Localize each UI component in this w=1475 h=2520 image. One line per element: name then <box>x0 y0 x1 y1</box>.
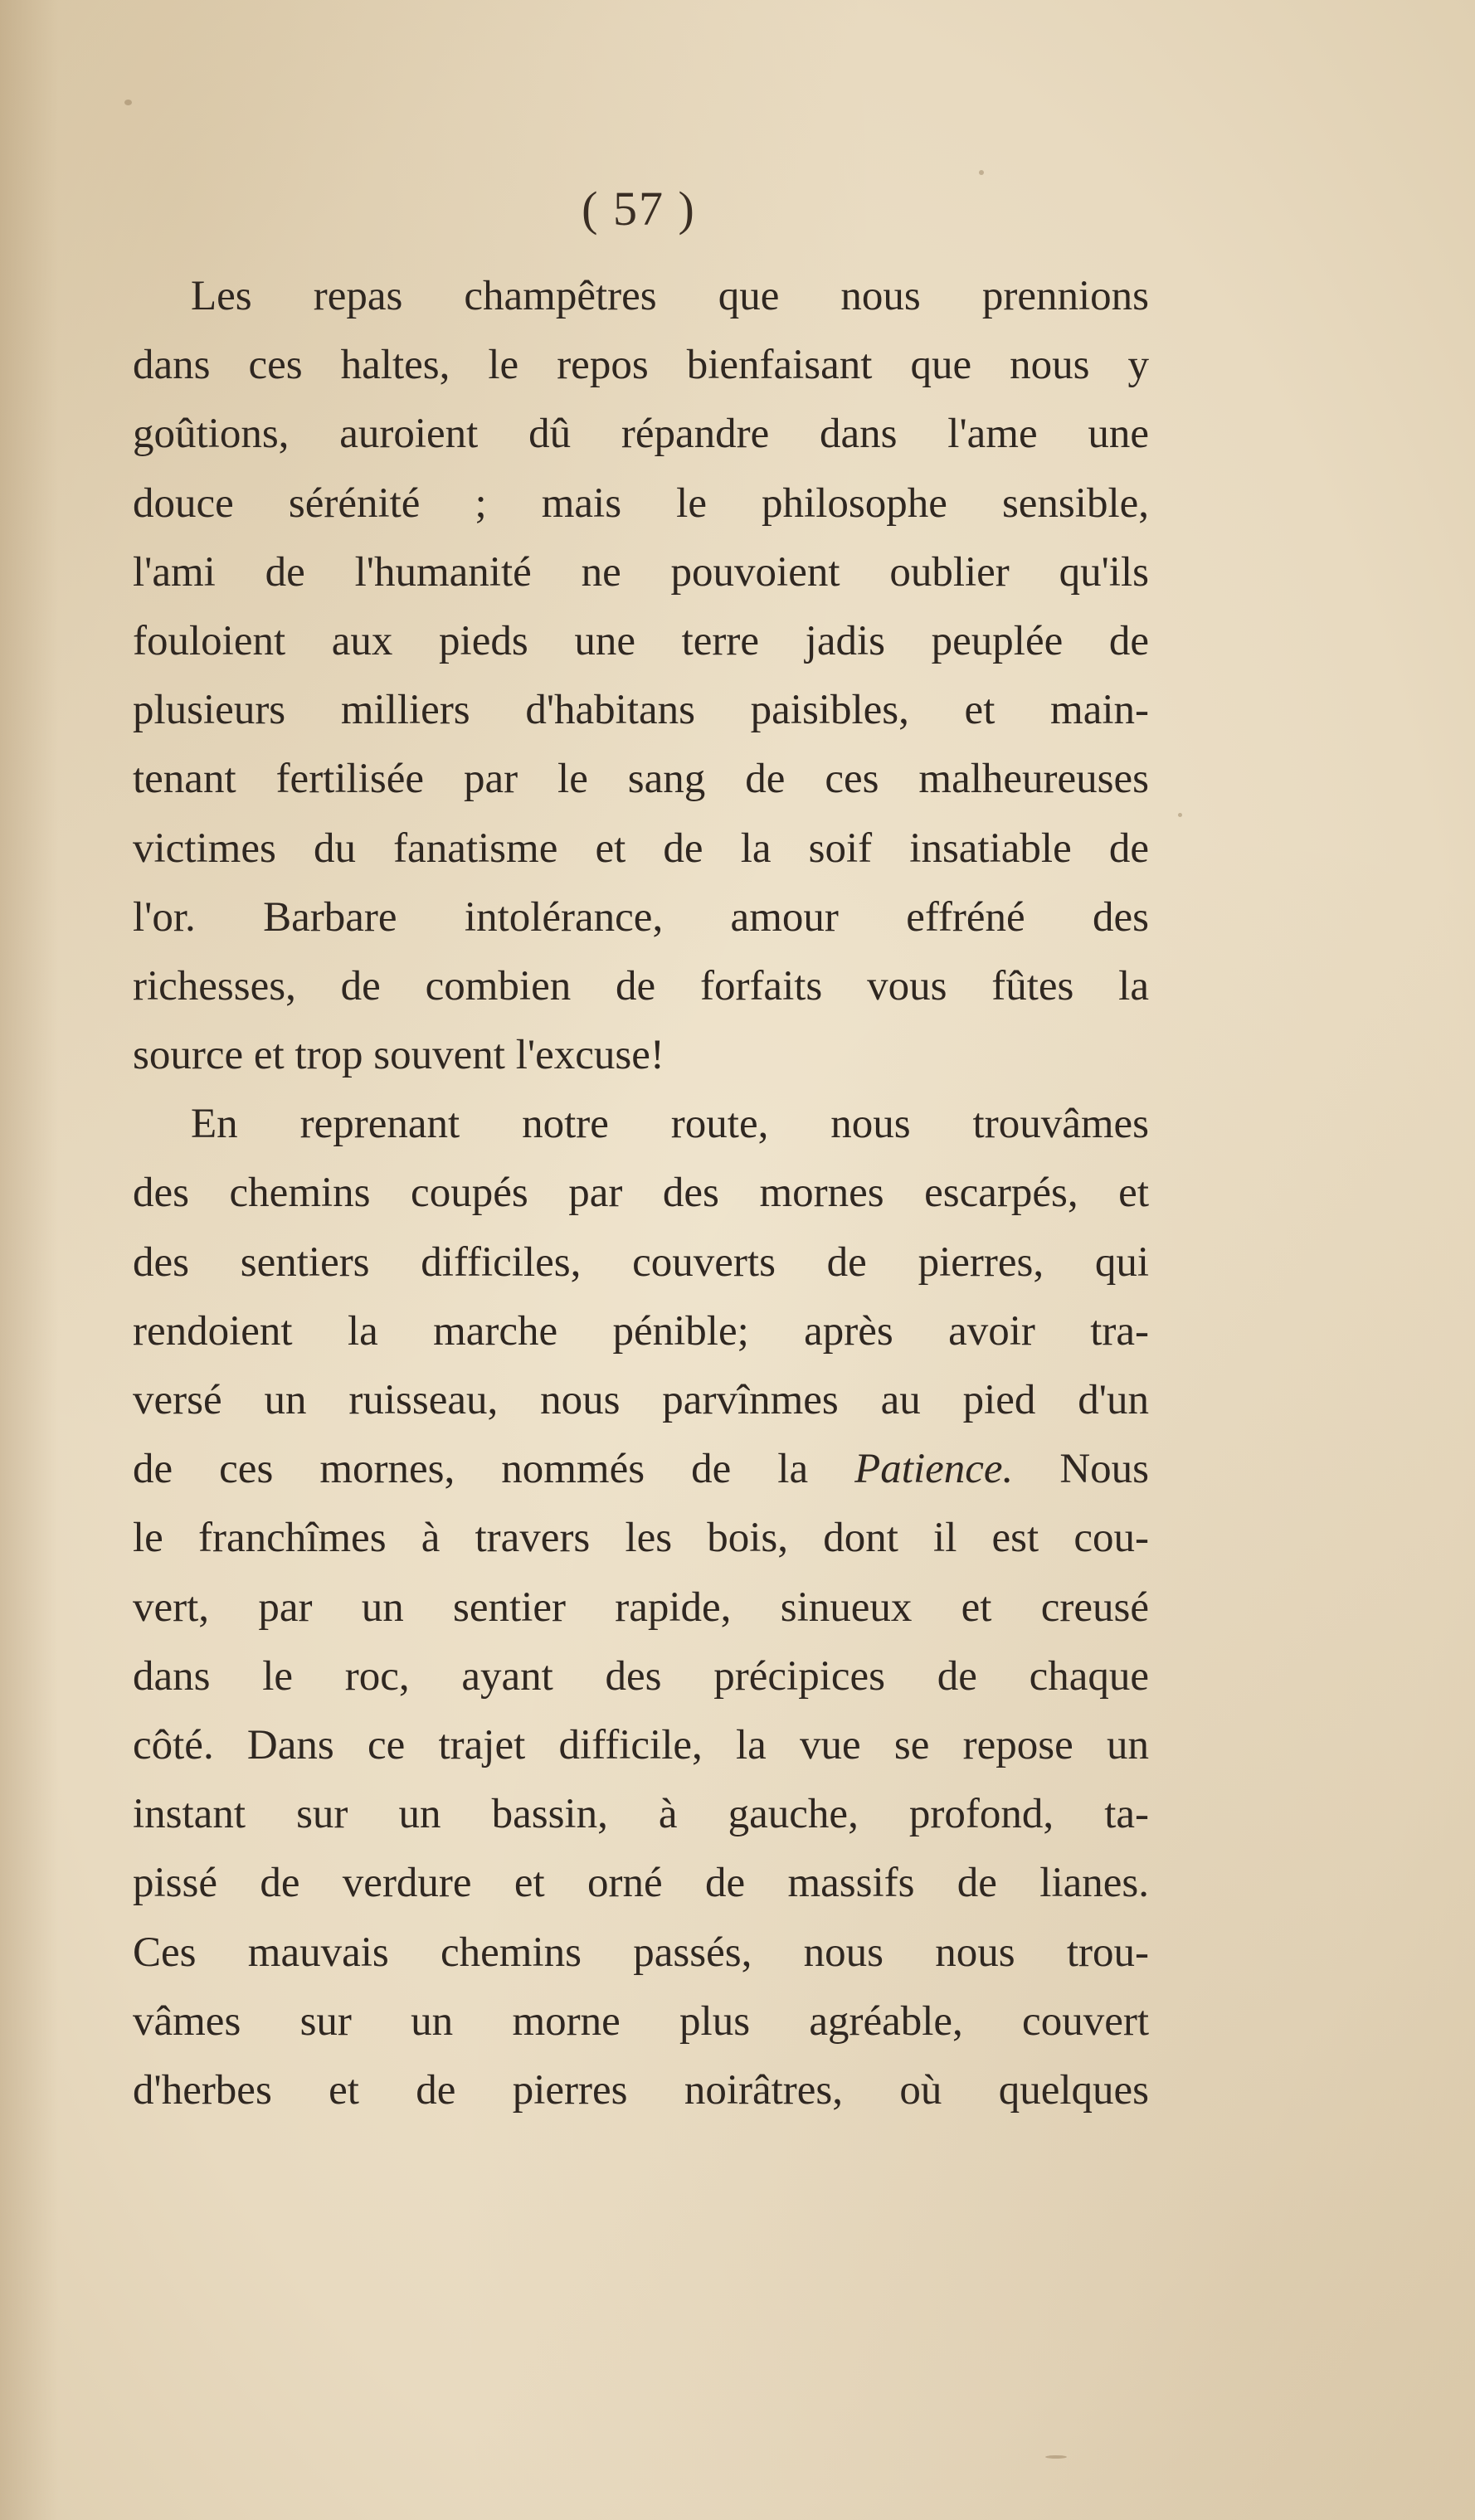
text-line: richesses, de combien de forfaits vous fûtes la <box>133 962 1149 1009</box>
text-line: victimes du fanatisme et de la soif insatiable de <box>133 825 1149 872</box>
text-line: dans ces haltes, le repos bienfaisant que nous y <box>133 342 1149 389</box>
text-line: d'herbes et de pierres noirâtres, où quelques <box>133 2066 1149 2114</box>
text-line: source et trop souvent l'excuse! <box>133 1032 664 1079</box>
text-line: instant sur un bassin, à gauche, profond, ta- <box>133 1791 1149 1838</box>
text-line: pissé de verdure et orné de massifs de lianes. <box>133 1860 1149 1907</box>
paper-speck <box>1178 813 1182 817</box>
text-line-with-emphasis <box>133 1435 1149 1504</box>
text-line: dans le roc, ayant des précipices de chaque <box>133 1652 1149 1700</box>
text-line: l'ami de l'humanité ne pouvoient oublier qu'ils <box>133 548 1149 596</box>
text-line: Ces mauvais chemins passés, nous nous trou- <box>133 1929 1149 1976</box>
text-line: tenant fertilisée par le sang de ces malheureuses <box>133 756 1149 803</box>
paper-speck <box>124 100 132 105</box>
text-line: rendoient la marche pénible; après avoir tra- <box>133 1307 1149 1355</box>
text-line: l'or. Barbare intolérance, amour effréné des <box>133 893 1149 941</box>
text-line: des sentiers difficiles, couverts de pierres, qui <box>133 1238 1149 1286</box>
text-fragment: de ces mornes, nommés de la <box>133 1446 809 1493</box>
text-line: plusieurs milliers d'habitans paisibles, et main- <box>133 687 1149 734</box>
text-line: Les repas champêtres que nous prennions <box>191 273 1149 319</box>
text-line: des chemins coupés par des mornes escarpés, et <box>133 1170 1149 1217</box>
text-line: le franchîmes à travers les bois, dont il est cou- <box>133 1515 1149 1562</box>
text-line: douce sérénité ; mais le philosophe sensible, <box>133 479 1149 527</box>
page-number: ( 57 ) <box>582 182 696 236</box>
text-line: goûtions, auroient dû répandre dans l'ame une <box>133 411 1149 458</box>
text-line: côté. Dans ce trajet difficile, la vue se repose un <box>133 1721 1149 1768</box>
text-line: fouloient aux pieds une terre jadis peuplée de <box>133 617 1149 664</box>
text-line: En reprenant notre route, nous trouvâmes <box>191 1101 1149 1148</box>
text-line: versé un ruisseau, nous parvînmes au pied d'un <box>133 1377 1149 1423</box>
text-fragment: Nous <box>1059 1446 1150 1493</box>
page-edge-shadow <box>0 0 58 2520</box>
text-line: vert, par un sentier rapide, sinueux et creusé <box>133 1584 1149 1631</box>
paper-speck <box>979 170 984 175</box>
paper-speck <box>1045 2455 1067 2459</box>
text-line: vâmes sur un morne plus agréable, couvert <box>133 1997 1149 2045</box>
italic-place-name: Patience. <box>854 1446 1014 1493</box>
body-text <box>133 262 1149 2125</box>
